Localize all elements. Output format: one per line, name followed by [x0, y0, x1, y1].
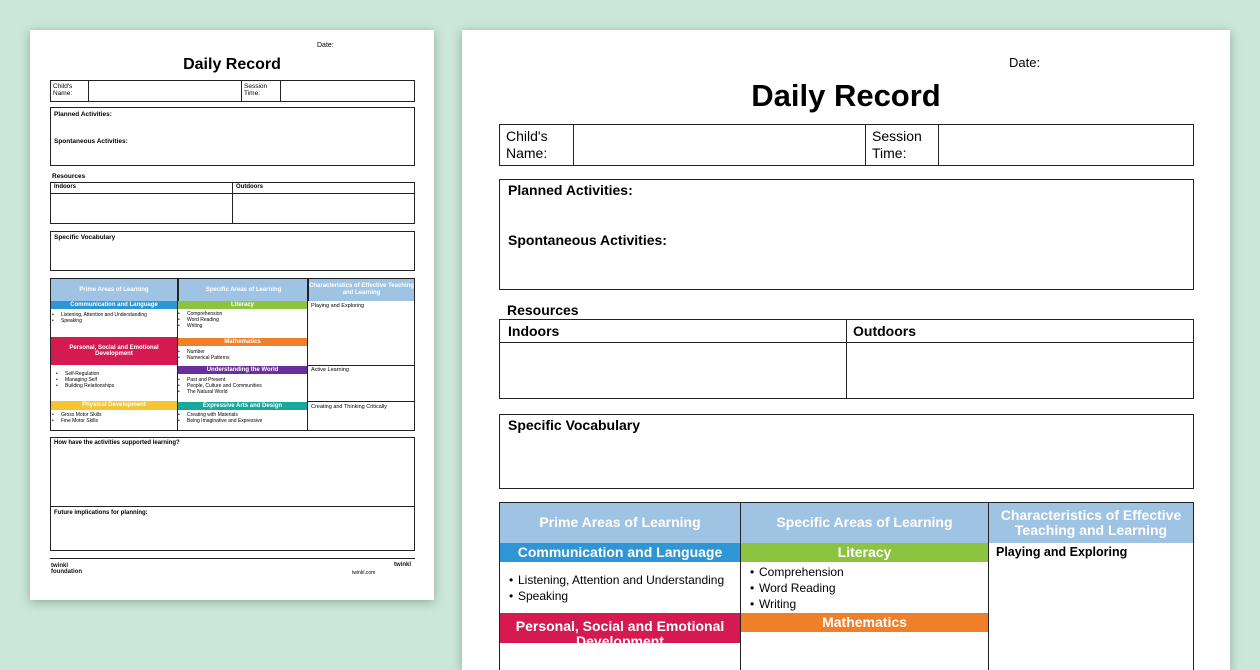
mathematics-bar-large: Mathematics	[741, 613, 988, 632]
name-session-row-large	[499, 124, 1194, 166]
planned-activities-label: Planned Activities:	[54, 111, 112, 118]
planned-activities-label-large: Planned Activities:	[508, 182, 633, 198]
comm-items-large: • Listening, Attention and Understanding • Speaking	[518, 572, 724, 604]
outdoors-label-large: Outdoors	[853, 323, 916, 339]
literacy-items: • Comprehension • Word Reading • Writing	[187, 311, 222, 329]
twinkl-foundation-logo: twinkl foundation	[51, 563, 82, 575]
resources-table	[50, 182, 415, 224]
literacy-items-large: • Comprehension • Word Reading • Writing	[759, 564, 844, 612]
future-planning-label: Future implications for planning:	[54, 510, 148, 516]
vocabulary-box-large[interactable]	[499, 414, 1194, 489]
creating-thinking-label: Creating and Thinking Critically	[311, 404, 388, 410]
indoors-label-large: Indoors	[508, 323, 560, 339]
spontaneous-activities-label-large: Spontaneous Activities:	[508, 232, 667, 248]
vocabulary-box[interactable]	[50, 231, 415, 271]
comm-lang-bar-large: Communication and Language	[500, 543, 740, 562]
spontaneous-activities-label: Spontaneous Activities:	[54, 138, 128, 145]
resources-label: Resources	[52, 173, 86, 180]
page-title: Daily Record	[183, 56, 281, 73]
zoomed-page[interactable]	[462, 30, 1230, 670]
vocabulary-label-large: Specific Vocabulary	[508, 417, 641, 433]
literacy-bar: Literacy	[178, 301, 307, 309]
pse-bar-large: Personal, Social and Emotional Development	[500, 613, 740, 643]
thumbnail-page[interactable]	[30, 30, 434, 600]
literacy-bar-large: Literacy	[741, 543, 988, 562]
utw-items: • Past and Present • People, Culture and Communities • The Natural World	[187, 377, 262, 395]
prime-areas-header: Prime Areas of Learning	[51, 279, 177, 301]
childs-name-label: Child's Name:	[51, 81, 89, 101]
utw-bar: Understanding the World	[178, 366, 307, 374]
twinkl-url: twinkl.com	[352, 570, 376, 576]
resources-label-large: Resources	[507, 302, 579, 318]
comm-items: • Listening, Attention and Understanding • Speaking	[61, 312, 147, 324]
math-items: • Number • Numerical Patterns	[187, 349, 230, 361]
physical-items: • Gross Motor Skills • Fine Motor Skills	[61, 412, 102, 424]
activities-box-large[interactable]	[499, 179, 1194, 290]
active-learning-label: Active Learning	[311, 367, 349, 373]
activities-box[interactable]	[50, 107, 415, 166]
playing-exploring-label-large: Playing and Exploring	[996, 545, 1128, 559]
learning-table	[50, 278, 415, 431]
supported-learning-box[interactable]	[50, 437, 415, 507]
characteristics-header: Characteristics of Effective Teaching and Learning	[308, 279, 414, 301]
ead-items: • Creating with Materials • Being Imaginative and Expressive	[187, 412, 262, 424]
outdoors-label: Outdoors	[236, 184, 263, 190]
indoors-label: Indoors	[54, 184, 76, 190]
page-title-large: Daily Record	[751, 78, 941, 113]
vocabulary-label: Specific Vocabulary	[54, 234, 116, 241]
specific-areas-header-large: Specific Areas of Learning	[741, 503, 988, 543]
learning-table-large	[499, 502, 1194, 670]
childs-name-label-large: Child's Name:	[500, 125, 574, 165]
ead-bar: Expressive Arts and Design	[178, 402, 307, 410]
pse-items: • Self-Regulation • Managing Self • Building Relationships	[65, 371, 114, 389]
mathematics-bar: Mathematics	[178, 338, 307, 346]
session-time-label: Session Time:	[241, 81, 281, 101]
name-session-row	[50, 80, 415, 102]
specific-areas-header: Specific Areas of Learning	[178, 279, 308, 301]
playing-exploring-label: Playing and Exploring	[311, 303, 365, 309]
characteristics-header-large: Characteristics of Effective Teaching and Learning	[989, 503, 1193, 543]
comm-lang-bar: Communication and Language	[51, 301, 177, 309]
date-label-large: Date:	[1009, 55, 1041, 70]
future-planning-box[interactable]	[50, 506, 415, 551]
pse-bar: Personal, Social and Emotional Development	[51, 337, 177, 365]
session-time-label-large: Session Time:	[865, 125, 939, 165]
resources-table-large	[499, 319, 1194, 399]
twinkl-logo-right: twinkl	[394, 562, 412, 568]
supported-learning-label: How have the activities supported learning?	[54, 440, 180, 446]
prime-areas-header-large: Prime Areas of Learning	[500, 503, 740, 543]
date-label: Date:	[317, 42, 334, 49]
physical-bar: Physical Development	[51, 401, 177, 410]
